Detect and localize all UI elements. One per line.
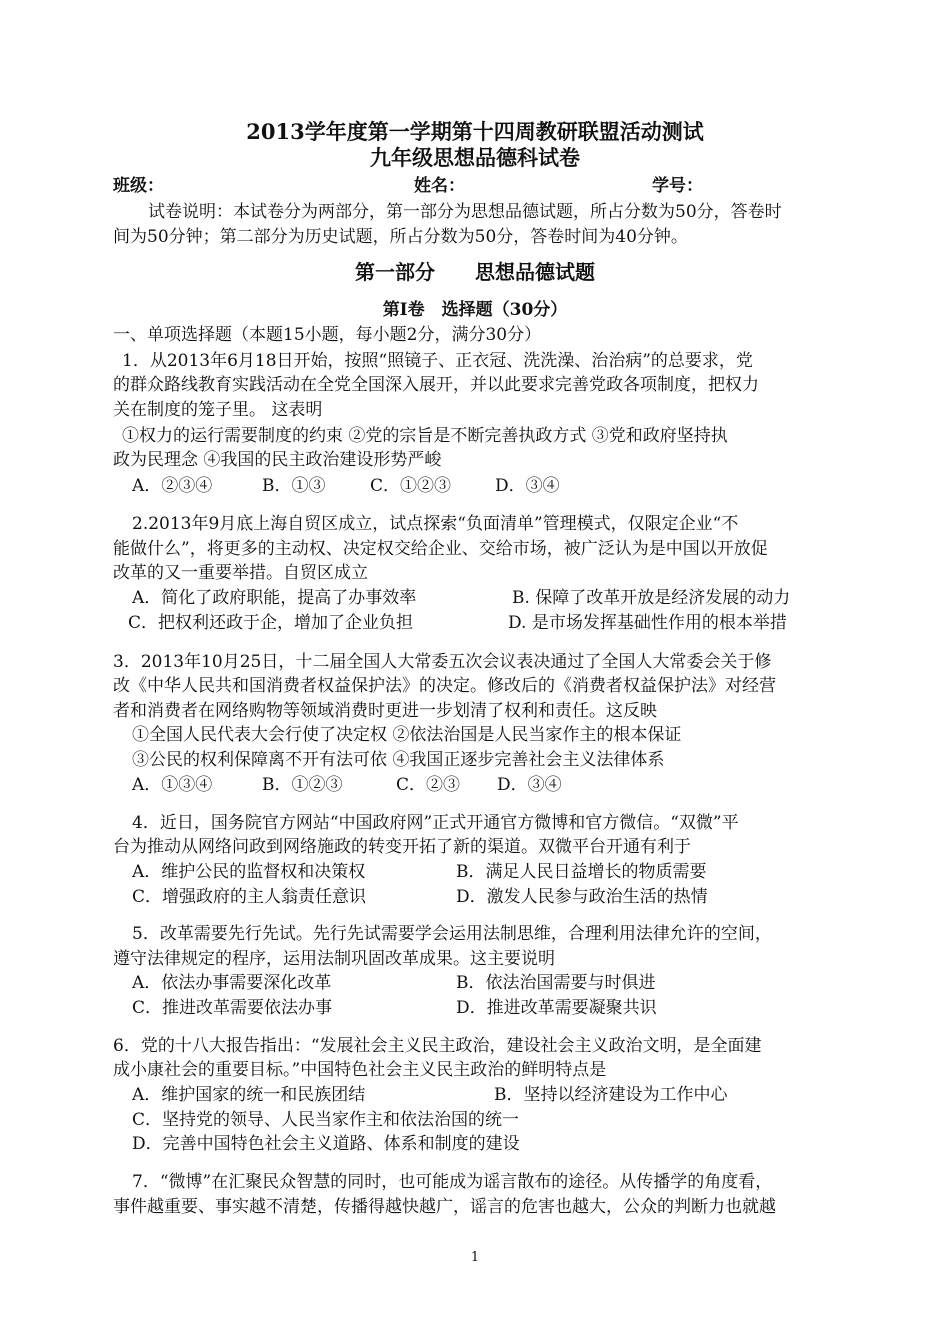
q5-option-d: D．推进改革需要凝聚共识: [456, 998, 657, 1018]
q6-line: 6．党的十八大报告指出：“发展社会主义民主政治，建设社会主义政治文明，是全面建: [113, 1036, 762, 1056]
q3-line: 改《中华人民共和国消费者权益保护法》的决定。修改后的《消费者权益保护法》对经营: [113, 676, 776, 696]
id-label: 学号：: [652, 176, 703, 196]
q4-option-d: D．激发人民参与政治生活的热情: [456, 887, 708, 907]
q3-option-c: C．②③: [396, 775, 461, 795]
q4-option-b: B．满足人民日益增长的物质需要: [456, 862, 707, 882]
page-number: 1: [470, 1250, 480, 1265]
q3-option-a: A．①③④: [132, 775, 213, 795]
q6-option-c: C．坚持党的领导、人民当家作主和依法治国的统一: [132, 1110, 520, 1130]
exam-title: 2013学年度第一学期第十四周教研联盟活动测试: [246, 119, 704, 144]
q2-option-b: B. 保障了改革开放是经济发展的动力: [512, 588, 791, 608]
q6-option-d: D．完善中国特色社会主义道路、体系和制度的建设: [132, 1134, 520, 1154]
q2-line: 改革的又一重要举措。自贸区成立: [113, 563, 368, 583]
q2-option-a: A．简化了政府职能，提高了办事效率: [132, 588, 417, 608]
name-label: 姓名：: [414, 176, 465, 196]
q6-line: 成小康社会的重要目标。”中国特色社会主义民主政治的鲜明特点是: [113, 1060, 607, 1080]
q1-option-c: C．①②③: [370, 476, 452, 496]
q6-option-b: B．坚持以经济建设为工作中心: [494, 1085, 728, 1105]
q3-line: ①全国人民代表大会行使了决定权 ②依法治国是人民当家作主的根本保证: [132, 725, 682, 745]
q2-line: 2.2013年9月底上海自贸区成立，试点探索“负面清单”管理模式，仅限定企业“不: [132, 514, 739, 534]
q5-line: 遵守法律规定的程序，运用法制巩固改革成果。这主要说明: [113, 949, 555, 969]
q2-line: 能做什么”，将更多的主动权、决定权交给企业、交给市场，被广泛认为是中国以开放促: [113, 539, 768, 559]
q3-line: 3．2013年10月25日，十二届全国人大常委五次会议表决通过了全国人大常委会关于修: [113, 652, 772, 672]
q4-option-c: C．增强政府的主人翁责任意识: [132, 887, 367, 907]
q7-line: 7．“微博”在汇聚民众智慧的同时，也可能成为谣言散布的途径。从传播学的角度看，: [132, 1172, 773, 1192]
q1-option-d: D．③④: [495, 476, 560, 496]
q4-line: 台为推动从网络问政到网络施政的转变开拓了新的渠道。双微平台开通有利于: [113, 837, 691, 857]
exam-subtitle: 九年级思想品德科试卷: [370, 145, 580, 170]
part-title: 第一部分 思想品德试题: [355, 260, 595, 284]
section-intro: 一、单项选择题（本题15小题，每小题2分，满分30分）: [113, 325, 542, 345]
class-label: 班级：: [113, 176, 164, 196]
q3-option-d: D．③④: [497, 775, 562, 795]
q1-line: 政为民理念 ④我国的民主政治建设形势严峻: [113, 450, 442, 470]
q5-option-b: B．依法治国需要与时俱进: [456, 973, 656, 993]
q3-line: 者和消费者在网络购物等领域消费时更进一步划清了权利和责任。这反映: [113, 701, 657, 721]
q5-option-a: A．依法办事需要深化改革: [132, 973, 332, 993]
q2-option-d: D. 是市场发挥基础性作用的根本举措: [508, 613, 787, 633]
q5-option-c: C．推进改革需要依法办事: [132, 998, 333, 1018]
section-title: 第Ⅰ卷 选择题（30分）: [382, 300, 568, 320]
q3-line: ③公民的权利保障离不开有法可依 ④我国正逐步完善社会主义法律体系: [132, 750, 665, 770]
q1-option-a: A．②③④: [132, 476, 213, 496]
q1-option-b: B．①③: [262, 476, 326, 496]
q7-line: 事件越重要、事实越不清楚，传播得越快越广，谣言的危害也越大，公众的判断力也就越: [113, 1197, 776, 1217]
q1-line: 关在制度的笼子里。 这表明: [113, 400, 323, 420]
q1-line: 1．从2013年6月18日开始，按照“照镜子、正衣冠、洗洗澡、治治病”的总要求，党: [122, 351, 753, 371]
intro-line-2: 间为50分钟；第二部分为历史试题，所占分数为50分，答卷时间为40分钟。: [113, 227, 688, 247]
q2-option-c: C．把权利还政于企，增加了企业负担: [128, 613, 414, 633]
q6-option-a: A．维护国家的统一和民族团结: [132, 1085, 366, 1105]
q3-option-b: B．①②③: [262, 775, 343, 795]
q1-line: ①权力的运行需要制度的约束 ②党的宗旨是不断完善执政方式 ③党和政府坚持执: [122, 426, 728, 446]
q1-line: 的群众路线教育实践活动在全党全国深入展开，并以此要求完善党政各项制度，把权力: [113, 375, 759, 395]
q4-line: 4．近日，国务院官方网站“中国政府网”正式开通官方微博和官方微信。“双微”平: [132, 813, 739, 833]
q4-option-a: A．维护公民的监督权和决策权: [132, 862, 366, 882]
intro-line-1: 试卷说明：本试卷分为两部分，第一部分为思想品德试题，所占分数为50分，答卷时: [148, 202, 782, 222]
q5-line: 5．改革需要先行先试。先行先试需要学会运用法制思维，合理利用法律允许的空间，: [132, 924, 772, 944]
